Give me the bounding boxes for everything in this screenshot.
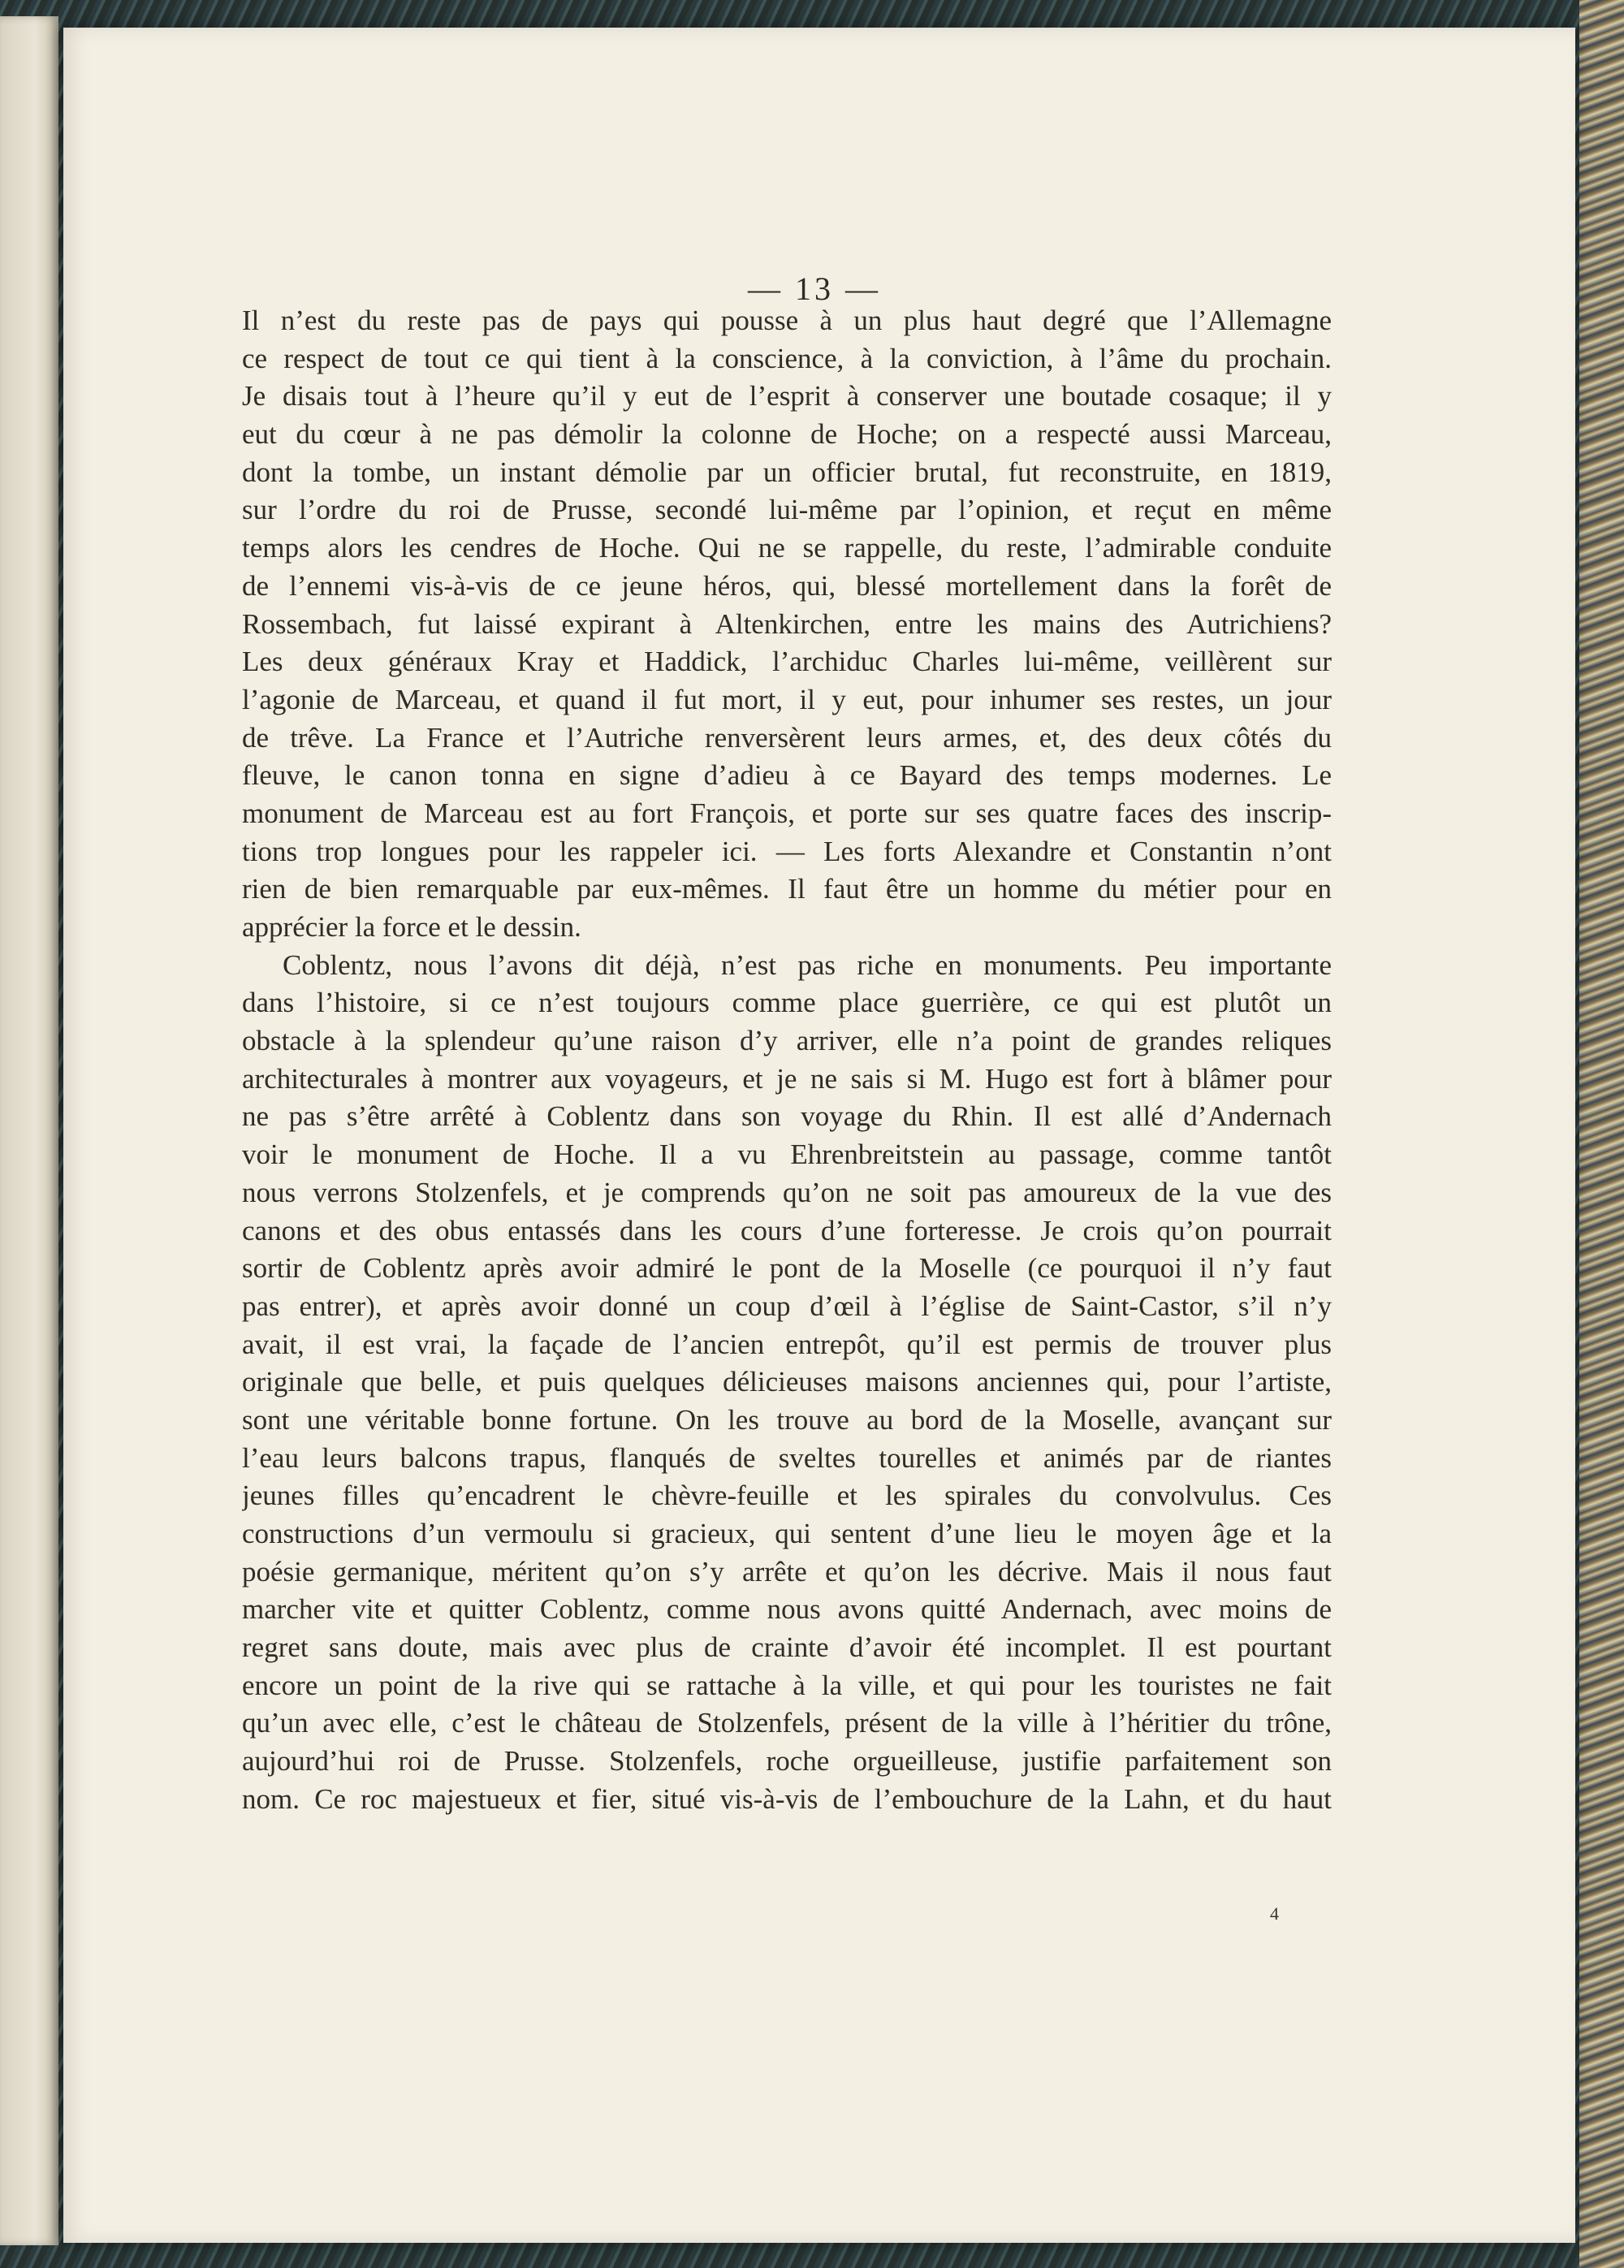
text-line: rien de bien remarquable par eux-mêmes. Il faut être un homme du métier pour en [242, 873, 1332, 905]
text-line: l’agonie de Marceau, et quand il fut mort, il y eut, pour inhumer ses restes, un jour [242, 683, 1332, 715]
text-line: nous verrons Stolzenfels, et je comprends qu’on ne soit pas amoureux de la vue des [242, 1176, 1332, 1208]
text-line: ne pas s’être arrêté à Coblentz dans son voyage du Rhin. Il est allé d’Andernach [242, 1100, 1332, 1133]
text-line: pas entrer), et après avoir donné un coup d’œil à l’église de Saint-Castor, s’il n’y [242, 1290, 1332, 1322]
text-line: eut du cœur à ne pas démolir la colonne de Hoche; on a respecté aussi Marceau, [242, 418, 1332, 451]
text-line: nom. Ce roc majestueux et fier, situé vis-à-vis de l’embouchure de la Lahn, et du haut [242, 1782, 1332, 1815]
text-line: voir le monument de Hoche. Il a vu Ehrenbreitstein au passage, comme tantôt [242, 1138, 1332, 1171]
text-line: originale que belle, et puis quelques délicieuses maisons anciennes qui, pour l’artiste, [242, 1366, 1332, 1398]
facing-page-edge [0, 16, 58, 2245]
text-line: dans l’histoire, si ce n’est toujours comme place guerrière, ce qui est plutôt un [242, 987, 1332, 1019]
text-line: apprécier la force et le dessin. [242, 911, 581, 943]
text-line: qu’un avec elle, c’est le château de Stolzenfels, présent de la ville à l’héritier du trône, [242, 1707, 1332, 1739]
text-line: de trêve. La France et l’Autriche renversèrent leurs armes, et, des deux côtés du [242, 721, 1332, 754]
text-line: fleuve, le canon tonna en signe d’adieu à ce Bayard des temps modernes. Le [242, 759, 1332, 792]
text-line: sont une véritable bonne fortune. On les trouve au bord de la Moselle, avançant sur [242, 1403, 1332, 1436]
text-line: sur l’ordre du roi de Prusse, secondé lui-même par l’opinion, et reçut en même [242, 494, 1332, 526]
text-line: marcher vite et quitter Coblentz, comme nous avons quitté Andernach, avec moins de [242, 1593, 1332, 1626]
text-line: encore un point de la rive qui se rattache à la ville, et qui pour les touristes ne fait [242, 1669, 1332, 1701]
marbled-endpaper [1579, 0, 1624, 2268]
text-line: de l’ennemi vis-à-vis de ce jeune héros, qui, blessé mortellement dans la forêt de [242, 569, 1332, 602]
text-line: Coblentz, nous l’avons dit déjà, n’est pas riche en monuments. Peu importante [283, 948, 1332, 981]
text-line: tions trop longues pour les rappeler ici. — Les forts Alexandre et Constantin n’ont [242, 835, 1332, 867]
page-number: — 13 — [748, 270, 881, 307]
text-line: obstacle à la splendeur qu’une raison d’y arriver, elle n’a point de grandes reliques [242, 1025, 1332, 1057]
text-line: canons et des obus entassés dans les cours d’une forteresse. Je crois qu’on pourrait [242, 1214, 1332, 1246]
text-line: Il n’est du reste pas de pays qui pousse à un plus haut degré que l’Allemagne [242, 305, 1332, 336]
text-line: monument de Marceau est au fort François, et porte sur ses quatre faces des inscrip- [242, 797, 1332, 829]
text-line: temps alors les cendres de Hoche. Qui ne se rappelle, du reste, l’admirable conduite [242, 532, 1332, 564]
text-line: regret sans doute, mais avec plus de crainte d’avoir été incomplet. Il est pourtant [242, 1631, 1332, 1664]
text-line: Les deux généraux Kray et Haddick, l’archiduc Charles lui-même, veillèrent sur [242, 646, 1332, 678]
text-line: sortir de Coblentz après avoir admiré le pont de la Moselle (ce pourquoi il n’y faut [242, 1252, 1332, 1285]
text-line: constructions d’un vermoulu si gracieux, qui sentent d’une lieu le moyen âge et la [242, 1518, 1332, 1549]
text-line: Je disais tout à l’heure qu’il y eut de l’esprit à conserver une boutade cosaque; il y [242, 380, 1332, 413]
body-text [242, 302, 1332, 1819]
text-line: ce respect de tout ce qui tient à la conscience, à la conviction, à l’âme du prochain. [242, 342, 1332, 374]
text-line: Rossembach, fut laissé expirant à Altenkirchen, entre les mains des Autrichiens? [242, 607, 1332, 640]
text-line: l’eau leurs balcons trapus, flanqués de sveltes tourelles et animés par de riantes [242, 1441, 1332, 1474]
text-line: dont la tombe, un instant démolie par un officier brutal, fut reconstruite, en 1819, [242, 456, 1332, 488]
text-line: poésie germanique, méritent qu’on s’y arrête et qu’on les décrive. Mais il nous faut [242, 1555, 1332, 1588]
text-line: architecturales à montrer aux voyageurs, et je ne sais si M. Hugo est fort à blâmer pour [242, 1062, 1332, 1095]
text-line: avait, il est vrai, la façade de l’ancien entrepôt, qu’il est permis de trouver plus [242, 1328, 1332, 1360]
text-line: aujourd’hui roi de Prusse. Stolzenfels, roche orgueilleuse, justifie parfaitement son [242, 1745, 1332, 1778]
signature-mark: 4 [1270, 1903, 1279, 1924]
text-line: jeunes filles qu’encadrent le chèvre-feuille et les spirales du convolvulus. Ces [242, 1480, 1332, 1512]
